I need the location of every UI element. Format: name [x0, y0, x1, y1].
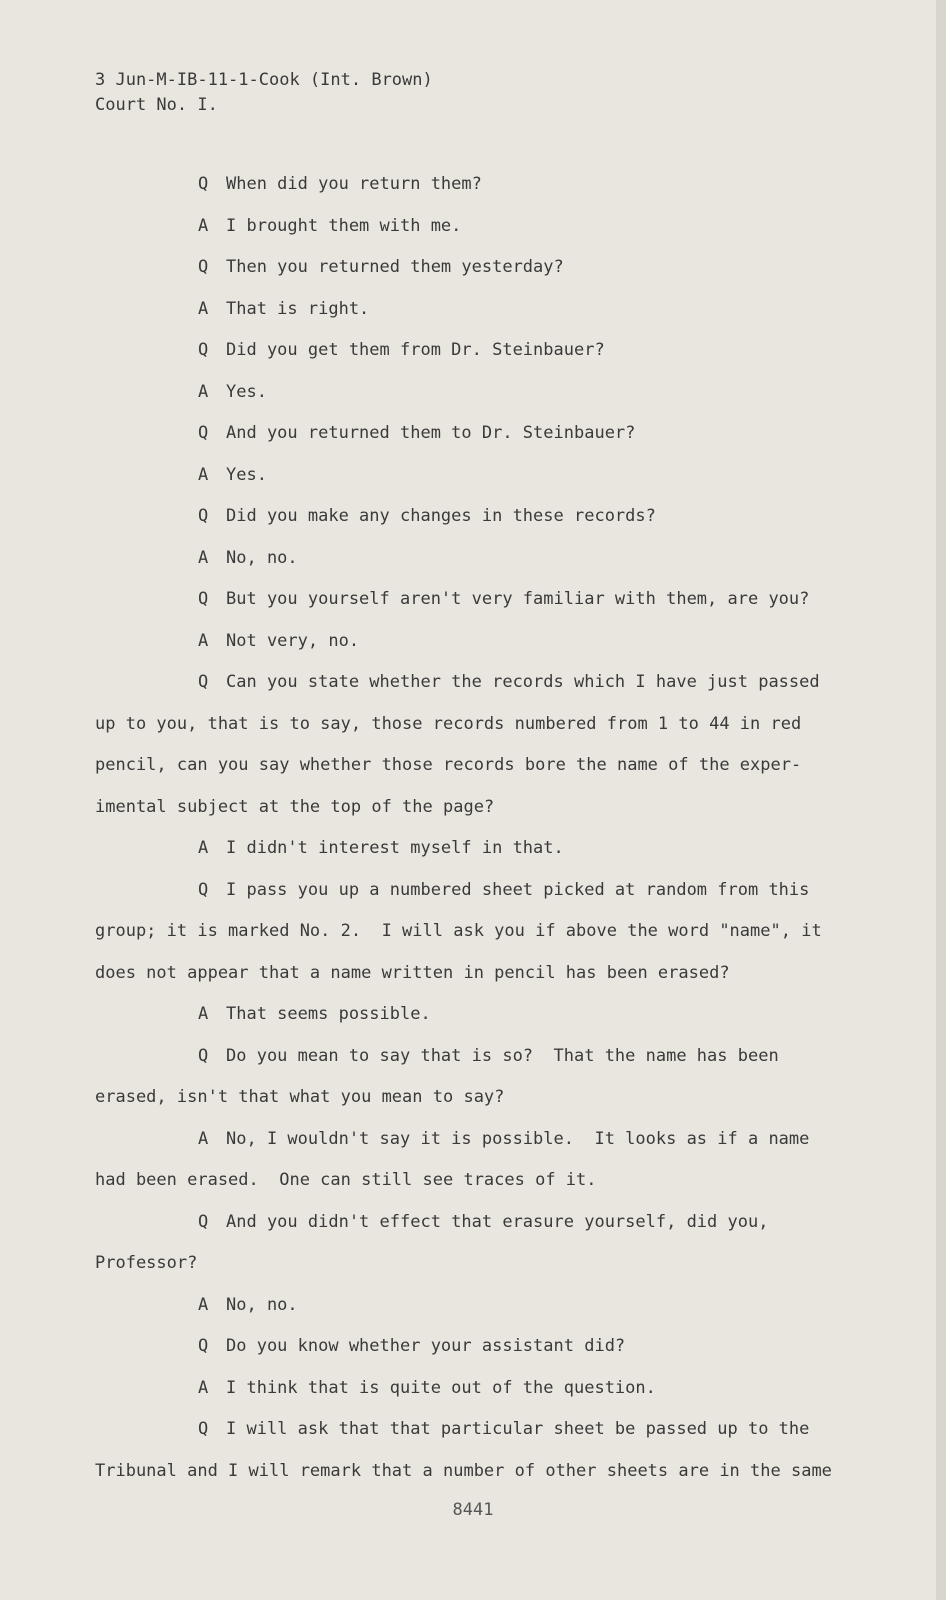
speaker-answer-label: A: [198, 1128, 209, 1149]
transcript-text: And you didn't effect that erasure yourself, did you,: [226, 1211, 769, 1232]
transcript-text: Yes.: [226, 381, 267, 402]
transcript-line: [95, 295, 855, 337]
transcript-line: [95, 1125, 855, 1167]
transcript-line: [95, 461, 855, 503]
transcript-line: [95, 959, 855, 1001]
transcript-text: Did you make any changes in these records?: [226, 506, 656, 526]
speaker-question-label: Q: [198, 879, 209, 900]
transcript-text: Can you state whether the records which I have just passed: [226, 672, 820, 692]
transcript-line: [95, 834, 855, 876]
speaker-question-label: Q: [198, 1211, 209, 1232]
transcript-line: [95, 378, 855, 420]
transcript-text: When did you return them?: [226, 174, 482, 194]
transcript-line: [95, 627, 855, 669]
transcript-text: I didn't interest myself in that.: [226, 838, 564, 858]
transcript-text: had been erased. One can still see traces of it.: [95, 1170, 597, 1190]
transcript-line: [95, 212, 855, 254]
document-header: [95, 68, 433, 118]
transcript-text: I will ask that that particular sheet be passed up to the: [226, 1419, 810, 1439]
transcript-line: [95, 502, 855, 544]
transcript-line: [95, 1000, 855, 1042]
transcript-text: pencil, can you say whether those records bore the name of the exper-: [95, 755, 802, 775]
transcript-line: [95, 1166, 855, 1208]
transcript-line: [95, 585, 855, 627]
transcript-text: But you yourself aren't very familiar with them, are you?: [226, 589, 810, 609]
speaker-question-label: Q: [198, 340, 209, 360]
speaker-answer-label: A: [198, 547, 209, 568]
transcript-line: [95, 170, 855, 212]
transcript-line: [95, 751, 855, 793]
speaker-question-label: Q: [198, 589, 209, 609]
transcript-line: [95, 1083, 855, 1125]
transcript-text: No, I wouldn't say it is possible. It looks as if a name: [226, 1128, 810, 1149]
speaker-answer-label: A: [198, 630, 209, 651]
speaker-question-label: Q: [198, 506, 209, 526]
transcript-text: No, no.: [226, 1294, 298, 1315]
transcript-text: Did you get them from Dr. Steinbauer?: [226, 340, 605, 360]
header-court-line: Court No. I.: [95, 95, 218, 115]
transcript-line: [95, 1415, 855, 1457]
transcript-line: [95, 336, 855, 378]
transcript-text: That seems possible.: [226, 1004, 431, 1024]
transcript-line: [95, 419, 855, 461]
speaker-question-label: Q: [198, 1336, 209, 1356]
speaker-answer-label: A: [198, 1377, 209, 1398]
speaker-question-label: Q: [198, 257, 209, 277]
transcript-body: [95, 170, 855, 1498]
transcript-text: No, no.: [226, 547, 298, 568]
page-number: 8441: [452, 1500, 494, 1520]
transcript-text: group; it is marked No. 2. I will ask you if above the word "name", it: [95, 921, 822, 941]
speaker-question-label: Q: [198, 1419, 209, 1439]
transcript-line: [95, 793, 855, 835]
speaker-answer-label: A: [198, 298, 209, 319]
transcript-text: I pass you up a numbered sheet picked at random from this: [226, 879, 810, 900]
transcript-line: [95, 710, 855, 752]
transcript-text: Yes.: [226, 464, 267, 485]
transcript-line: [95, 876, 855, 918]
transcript-text: That is right.: [226, 298, 370, 319]
transcript-text: Then you returned them yesterday?: [226, 257, 564, 277]
speaker-answer-label: A: [198, 215, 209, 236]
transcript-text: Do you know whether your assistant did?: [226, 1336, 626, 1356]
transcript-text: erased, isn't that what you mean to say?: [95, 1087, 505, 1107]
transcript-text: does not appear that a name written in pencil has been erased?: [95, 962, 730, 983]
transcript-text: up to you, that is to say, those records numbered from 1 to 44 in red: [95, 713, 802, 734]
transcript-text: Tribunal and I will remark that a number of other sheets are in the same: [95, 1460, 832, 1481]
transcript-line: [95, 917, 855, 959]
transcript-line: [95, 1249, 855, 1291]
speaker-answer-label: A: [198, 464, 209, 485]
speaker-answer-label: A: [198, 381, 209, 402]
transcript-text: Not very, no.: [226, 630, 360, 651]
transcript-line: [95, 1332, 855, 1374]
transcript-line: [95, 1208, 855, 1250]
transcript-line: [95, 1042, 855, 1084]
speaker-question-label: Q: [198, 423, 209, 443]
transcript-line: [95, 1374, 855, 1416]
speaker-answer-label: A: [198, 1004, 209, 1024]
transcript-text: And you returned them to Dr. Steinbauer?: [226, 423, 636, 443]
speaker-question-label: Q: [198, 174, 209, 194]
speaker-answer-label: A: [198, 838, 209, 858]
transcript-text: Do you mean to say that is so? That the name has been: [226, 1045, 779, 1066]
transcript-line: [95, 668, 855, 710]
speaker-question-label: Q: [198, 672, 209, 692]
speaker-question-label: Q: [198, 1045, 209, 1066]
transcript-text: imental subject at the top of the page?: [95, 796, 495, 817]
transcript-line: [95, 544, 855, 586]
transcript-text: I think that is quite out of the question.: [226, 1377, 656, 1398]
transcript-line: [95, 1457, 855, 1499]
transcript-line: [95, 253, 855, 295]
transcript-line: [95, 1291, 855, 1333]
transcript-text: I brought them with me.: [226, 215, 462, 236]
paper-edge: [936, 0, 946, 1600]
transcript-text: Professor?: [95, 1253, 198, 1273]
speaker-answer-label: A: [198, 1294, 209, 1315]
header-session-line: 3 Jun-M-IB-11-1-Cook (Int. Brown): [95, 70, 433, 90]
